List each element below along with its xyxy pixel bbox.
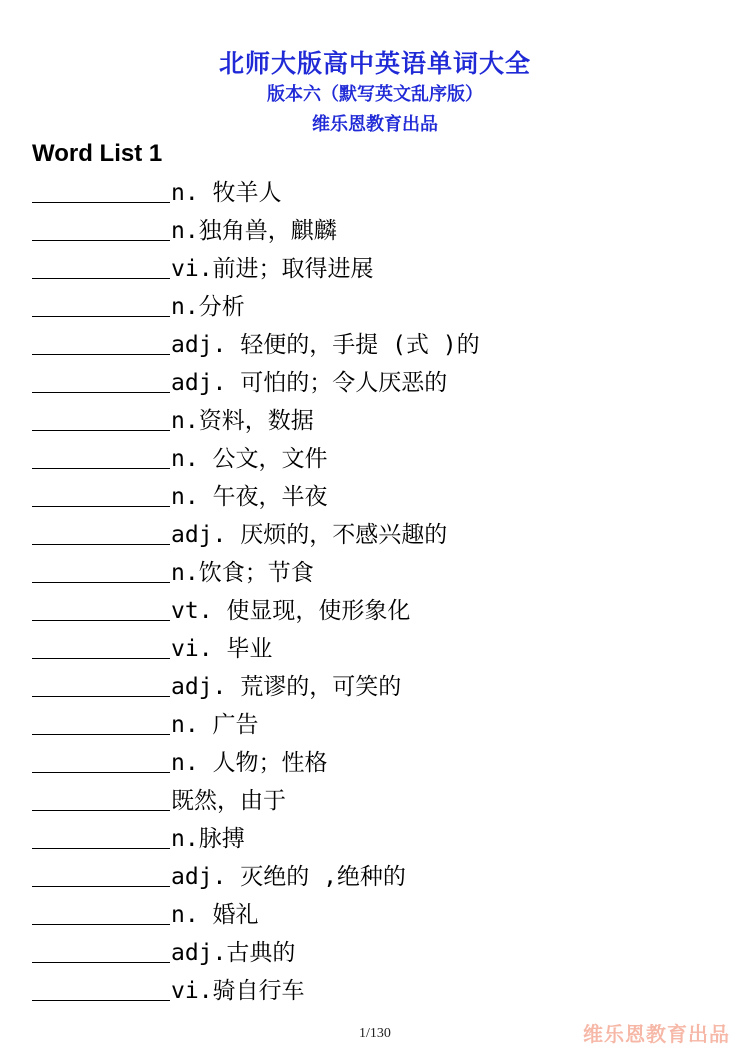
answer-blank	[32, 716, 170, 735]
word-row	[32, 820, 480, 858]
word-row	[32, 364, 480, 402]
word-meaning: vi.骑自行车	[171, 978, 305, 1004]
word-row	[32, 402, 480, 440]
word-row	[32, 934, 480, 972]
answer-blank	[32, 336, 170, 355]
answer-blank	[32, 222, 170, 241]
answer-blank	[32, 754, 170, 773]
document-title: 北师大版高中英语单词大全	[218, 49, 531, 78]
word-meaning: adj. 灭绝的 ,绝种的	[171, 864, 406, 890]
word-row	[32, 554, 480, 592]
word-row	[32, 744, 480, 782]
answer-blank	[32, 678, 170, 697]
word-row	[32, 516, 480, 554]
word-meaning: n. 牧羊人	[171, 180, 282, 206]
word-meaning: n. 午夜，半夜	[171, 484, 328, 510]
word-meaning: adj. 荒谬的，可笑的	[171, 674, 402, 700]
answer-blank	[32, 298, 170, 317]
answer-blank	[32, 792, 170, 811]
word-row	[32, 858, 480, 896]
answer-blank	[32, 602, 170, 621]
answer-blank	[32, 640, 170, 659]
answer-blank	[32, 868, 170, 887]
watermark-logo: 维乐恩教育出品	[583, 1022, 730, 1046]
word-meaning: n.独角兽，麒麟	[171, 218, 337, 244]
word-row	[32, 592, 480, 630]
answer-blank	[32, 982, 170, 1001]
word-row	[32, 706, 480, 744]
word-row	[32, 896, 480, 934]
word-list	[32, 174, 480, 1010]
word-meaning: n.资料，数据	[171, 408, 314, 434]
word-row	[32, 782, 480, 820]
word-meaning: vi. 毕业	[171, 636, 273, 662]
word-meaning: adj. 厌烦的，不感兴趣的	[171, 522, 448, 548]
answer-blank	[32, 488, 170, 507]
word-row	[32, 212, 480, 250]
answer-blank	[32, 944, 170, 963]
word-meaning: vi.前进；取得进展	[171, 256, 374, 282]
word-meaning: n. 公文，文件	[171, 446, 328, 472]
word-list-title: Word List 1	[32, 140, 163, 167]
word-meaning: n.饮食；节食	[171, 560, 314, 586]
page-number: 1/130	[359, 1026, 391, 1041]
word-row	[32, 174, 480, 212]
answer-blank	[32, 374, 170, 393]
answer-blank	[32, 260, 170, 279]
word-meaning: adj. 可怕的；令人厌恶的	[171, 370, 448, 396]
word-row	[32, 630, 480, 668]
word-meaning: n. 人物；性格	[171, 750, 328, 776]
answer-blank	[32, 564, 170, 583]
word-row	[32, 250, 480, 288]
answer-blank	[32, 184, 170, 203]
answer-blank	[32, 906, 170, 925]
word-row	[32, 326, 480, 364]
answer-blank	[32, 830, 170, 849]
word-row	[32, 972, 480, 1010]
word-meaning: adj.古典的	[171, 940, 296, 966]
word-row	[32, 440, 480, 478]
word-meaning: adj. 轻便的，手提 (式 )的	[171, 332, 480, 358]
answer-blank	[32, 412, 170, 431]
word-meaning: vt. 使显现，使形象化	[171, 598, 411, 624]
word-meaning: n. 婚礼	[171, 902, 259, 928]
publisher-line: 维乐恩教育出品	[312, 114, 438, 135]
answer-blank	[32, 526, 170, 545]
word-meaning: 既然，由于	[171, 788, 286, 814]
word-meaning: n. 广告	[171, 712, 259, 738]
document-subtitle: 版本六（默写英文乱序版）	[267, 84, 483, 105]
word-meaning: n.脉搏	[171, 826, 245, 852]
word-row	[32, 668, 480, 706]
word-meaning: n.分析	[171, 294, 245, 320]
word-row	[32, 288, 480, 326]
word-row	[32, 478, 480, 516]
answer-blank	[32, 450, 170, 469]
